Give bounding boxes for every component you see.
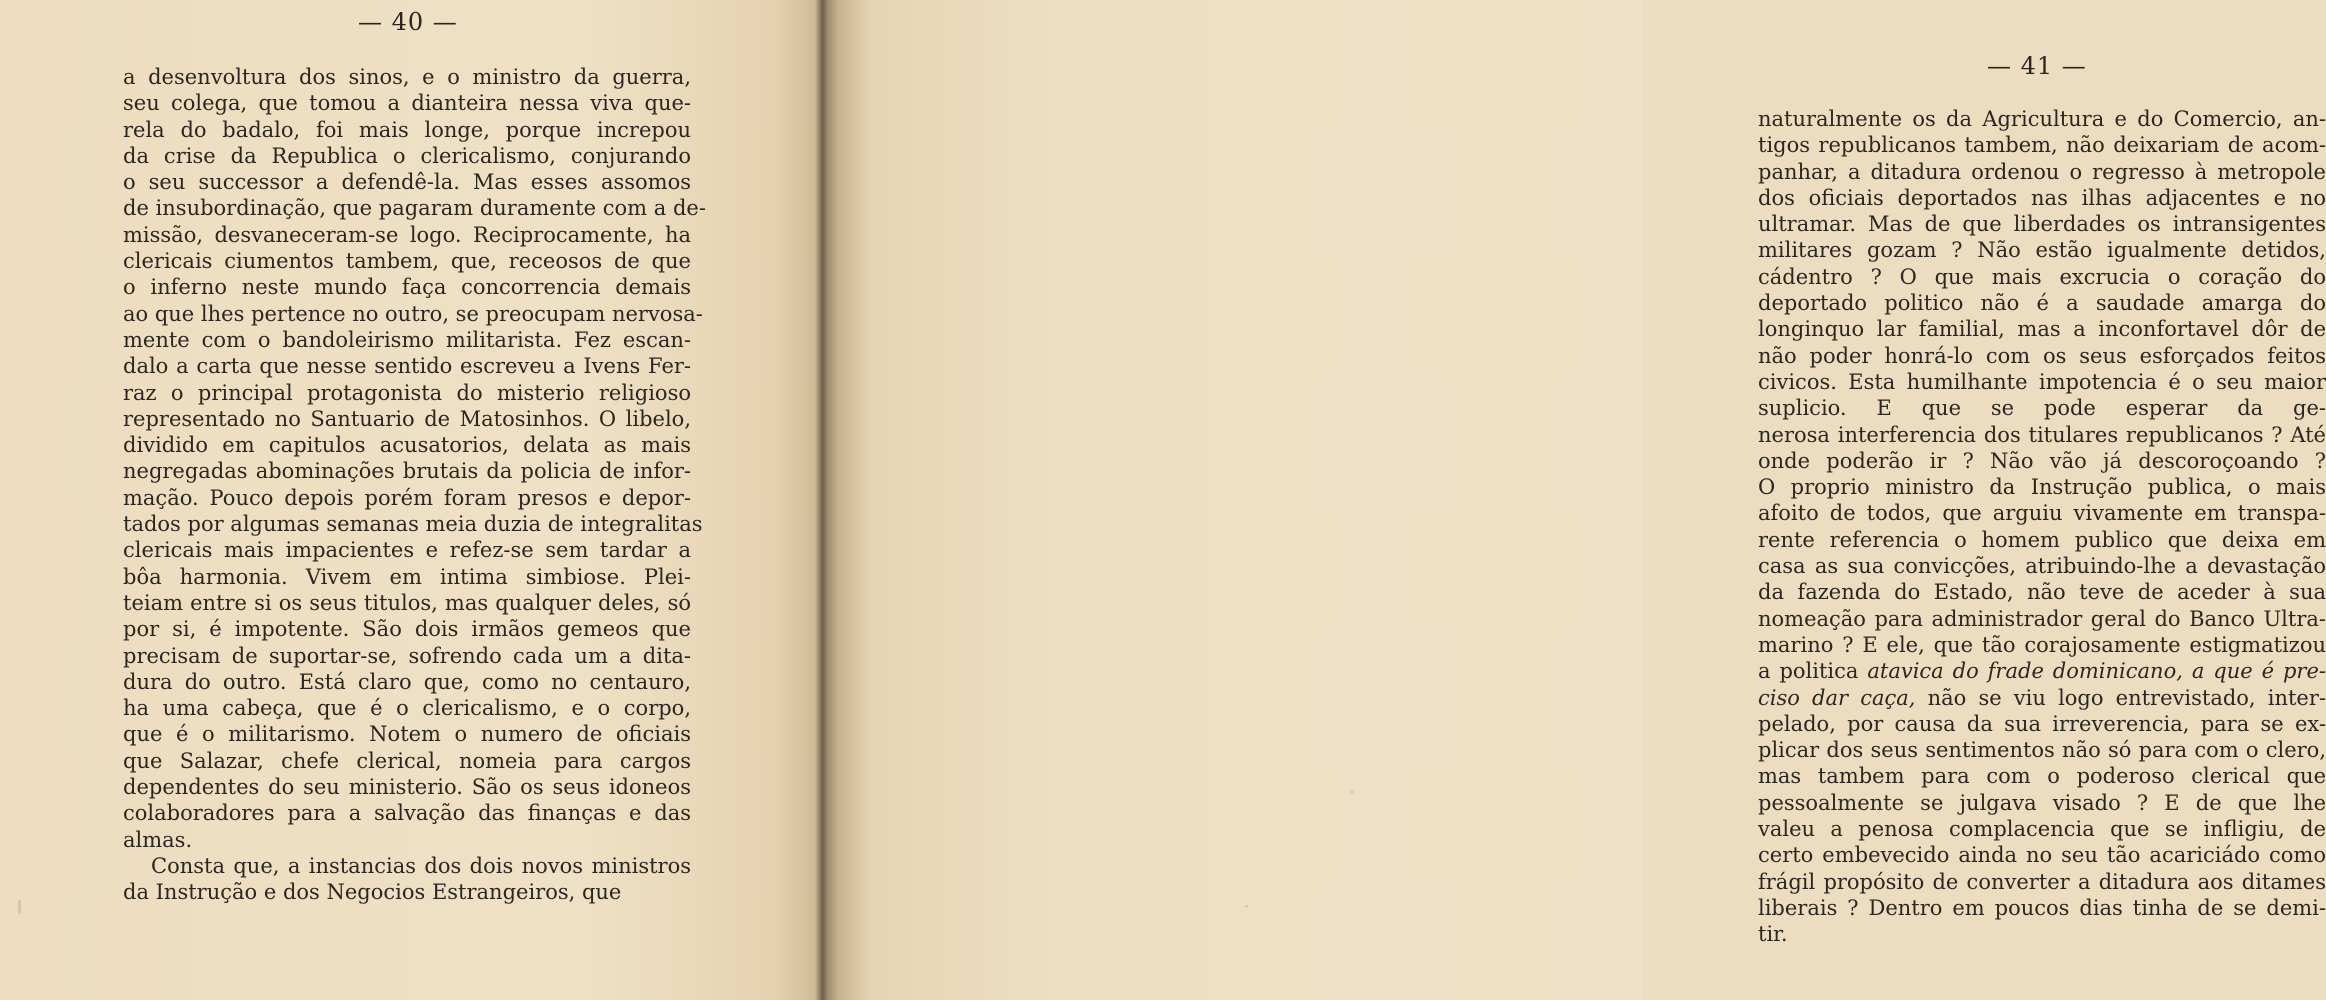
text-line: dependentes do seu ministerio. São os seus idoneos — [123, 775, 691, 800]
text-line: ao que lhes pertence no outro, se preocupam nervosa- — [123, 301, 703, 326]
text-line: a desenvoltura dos sinos, e o ministro da guerra, — [123, 65, 691, 89]
text-line: frágil propósito de converter a ditadura aos ditames — [1758, 869, 2326, 894]
text-line: casa as sua convicções, atribuindo-lhe a devastação — [1758, 554, 2326, 579]
text-line: ha uma cabeça, que é o clericalismo, e o corpo, — [123, 696, 691, 721]
text-line: tigos republicanos tambem, não deixariam de acom- — [1758, 133, 2326, 158]
left-page — [0, 0, 822, 1000]
text-line: panhar, a ditadura ordenou o regresso à metropole — [1758, 159, 2326, 184]
text-line: almas. — [123, 827, 193, 852]
right-page-number: — 41 — — [1987, 52, 2087, 80]
text-line: valeu a penosa complacencia que se infligiu, de — [1758, 817, 2326, 842]
text-line: afoito de todos, que arguiu vivamente em transpa- — [1758, 501, 2326, 526]
text-line: o inferno neste mundo faça concorrencia demais — [123, 275, 691, 300]
text-line: certo embevecido ainda no seu tão acariciádo como — [1758, 843, 2326, 868]
text-line: dura do outro. Está claro que, como no centauro, — [123, 669, 691, 694]
paper-spot — [1350, 790, 1354, 794]
paper-spot — [1245, 905, 1248, 908]
text-line: da crise da Republica o clericalismo, conjurando — [123, 143, 691, 168]
text-line: dalo a carta que nesse sentido escreveu a Ivens Fer- — [123, 354, 691, 379]
text-line: não poder honrá-lo com os seus esforçados feitos — [1758, 343, 2326, 368]
text-line: naturalmente os da Agricultura e do Comercio, an- — [1758, 107, 2326, 131]
italic-text: atavica do frade dominicano, a que é pre- — [1867, 659, 2326, 684]
text-line: dividido em capitulos acusatorios, delata as mais — [123, 433, 691, 458]
text-line: onde poderão ir ? Não vão já descoroçoando ? — [1758, 448, 2326, 473]
text-span: não se viu logo entrevistado, inter- — [1915, 685, 2326, 710]
text-line: bôa harmonia. Vivem em intima simbiose. Plei- — [123, 564, 691, 589]
text-line: rela do badalo, foi mais longe, porque increpou — [123, 117, 691, 142]
text-line: civicos. Esta humilhante impotencia é o seu maior — [1758, 369, 2326, 394]
text-line — [1758, 658, 2326, 684]
text-line: que é o militarismo. Notem o numero de oficiais — [123, 722, 691, 747]
text-line: negregadas abominações brutais da policia de infor- — [123, 459, 691, 484]
text-line: plicar dos seus sentimentos não só para com o clero, — [1758, 738, 2326, 763]
text-line: por si, é impotente. São dois irmãos gemeos que — [123, 617, 691, 642]
book-gutter — [815, 0, 829, 1000]
text-line: clericais mais impacientes e refez-se sem tardar a — [123, 538, 691, 563]
italic-text: ciso dar caça, — [1758, 685, 1916, 710]
text-line: mas tambem para com o poderoso clerical que — [1758, 764, 2326, 789]
text-line: tados por algumas semanas meia duzia de integralitas — [123, 512, 703, 537]
text-line: dos oficiais deportados nas ilhas adjacentes e no — [1758, 185, 2326, 210]
text-line: que Salazar, chefe clerical, nomeia para cargos — [123, 748, 691, 773]
text-line: mação. Pouco depois porém foram presos e depor- — [123, 485, 691, 510]
text-line: tir. — [1758, 922, 1788, 947]
text-line: ultramar. Mas de que liberdades os intransigentes — [1758, 212, 2326, 237]
text-line — [1758, 685, 2326, 711]
text-line: raz o principal protagonista do misterio religioso — [123, 380, 691, 405]
text-line: da Instrução e dos Negocios Estrangeiros, que — [123, 880, 622, 905]
text-line: de insubordinação, que pagaram duramente com a de- — [123, 196, 706, 221]
text-line: rente referencia o homem publico que deixa em — [1758, 527, 2326, 552]
left-page-number: — 40 — — [358, 8, 458, 36]
text-line: o seu successor a defendê-la. Mas esses assomos — [123, 170, 691, 195]
text-line: O proprio ministro da Instrução publica, o mais — [1758, 475, 2326, 500]
text-line: precisam de suportar-se, sofrendo cada um a dita- — [123, 643, 691, 668]
right-page-text — [1758, 106, 2326, 948]
text-span: a politica — [1758, 659, 1868, 684]
text-line: representado no Santuario de Matosinhos. O libelo, — [123, 406, 691, 431]
text-line: da fazenda do Estado, não teve de aceder à sua — [1758, 580, 2326, 605]
text-line: nerosa interferencia dos titulares republicanos ? Até — [1758, 422, 2326, 447]
text-line: cádentro ? O que mais excrucia o coração do — [1758, 264, 2326, 289]
text-line: pelado, por causa da sua irreverencia, para se ex- — [1758, 711, 2326, 736]
text-line: longinquo lar familial, mas a inconfortavel dôr de — [1758, 317, 2326, 342]
text-line: nomeação para administrador geral do Banco Ultra- — [1758, 606, 2326, 631]
text-line: clericais ciumentos tambem, que, receosos de que — [123, 249, 691, 274]
text-line: pessoalmente se julgava visado ? E de que lhe — [1758, 790, 2326, 815]
text-line: seu colega, que tomou a dianteira nessa viva que- — [123, 91, 691, 116]
paper-mark — [18, 900, 21, 914]
left-page-text — [123, 64, 706, 906]
right-page — [822, 0, 2326, 1000]
text-line: marino ? E ele, que tão corajosamente estigmatizou — [1758, 632, 2326, 657]
text-line: suplicio. E que se pode esperar da ge- — [1758, 396, 2326, 421]
text-line: militares gozam ? Não estão igualmente detidos, — [1758, 238, 2326, 263]
text-line: deportado politico não é a saudade amarga do — [1758, 291, 2326, 316]
text-line: liberais ? Dentro em poucos dias tinha de se demi- — [1758, 895, 2326, 920]
text-line: missão, desvaneceram-se logo. Reciprocamente, ha — [123, 222, 691, 247]
text-line: teiam entre si os seus titulos, mas qualquer deles, só — [123, 590, 691, 615]
text-line: mente com o bandoleirismo militarista. Fez escan- — [123, 327, 691, 352]
text-line: Consta que, a instancias dos dois novos ministros — [151, 853, 691, 878]
text-line: colaboradores para a salvação das finanças e das — [123, 801, 691, 826]
